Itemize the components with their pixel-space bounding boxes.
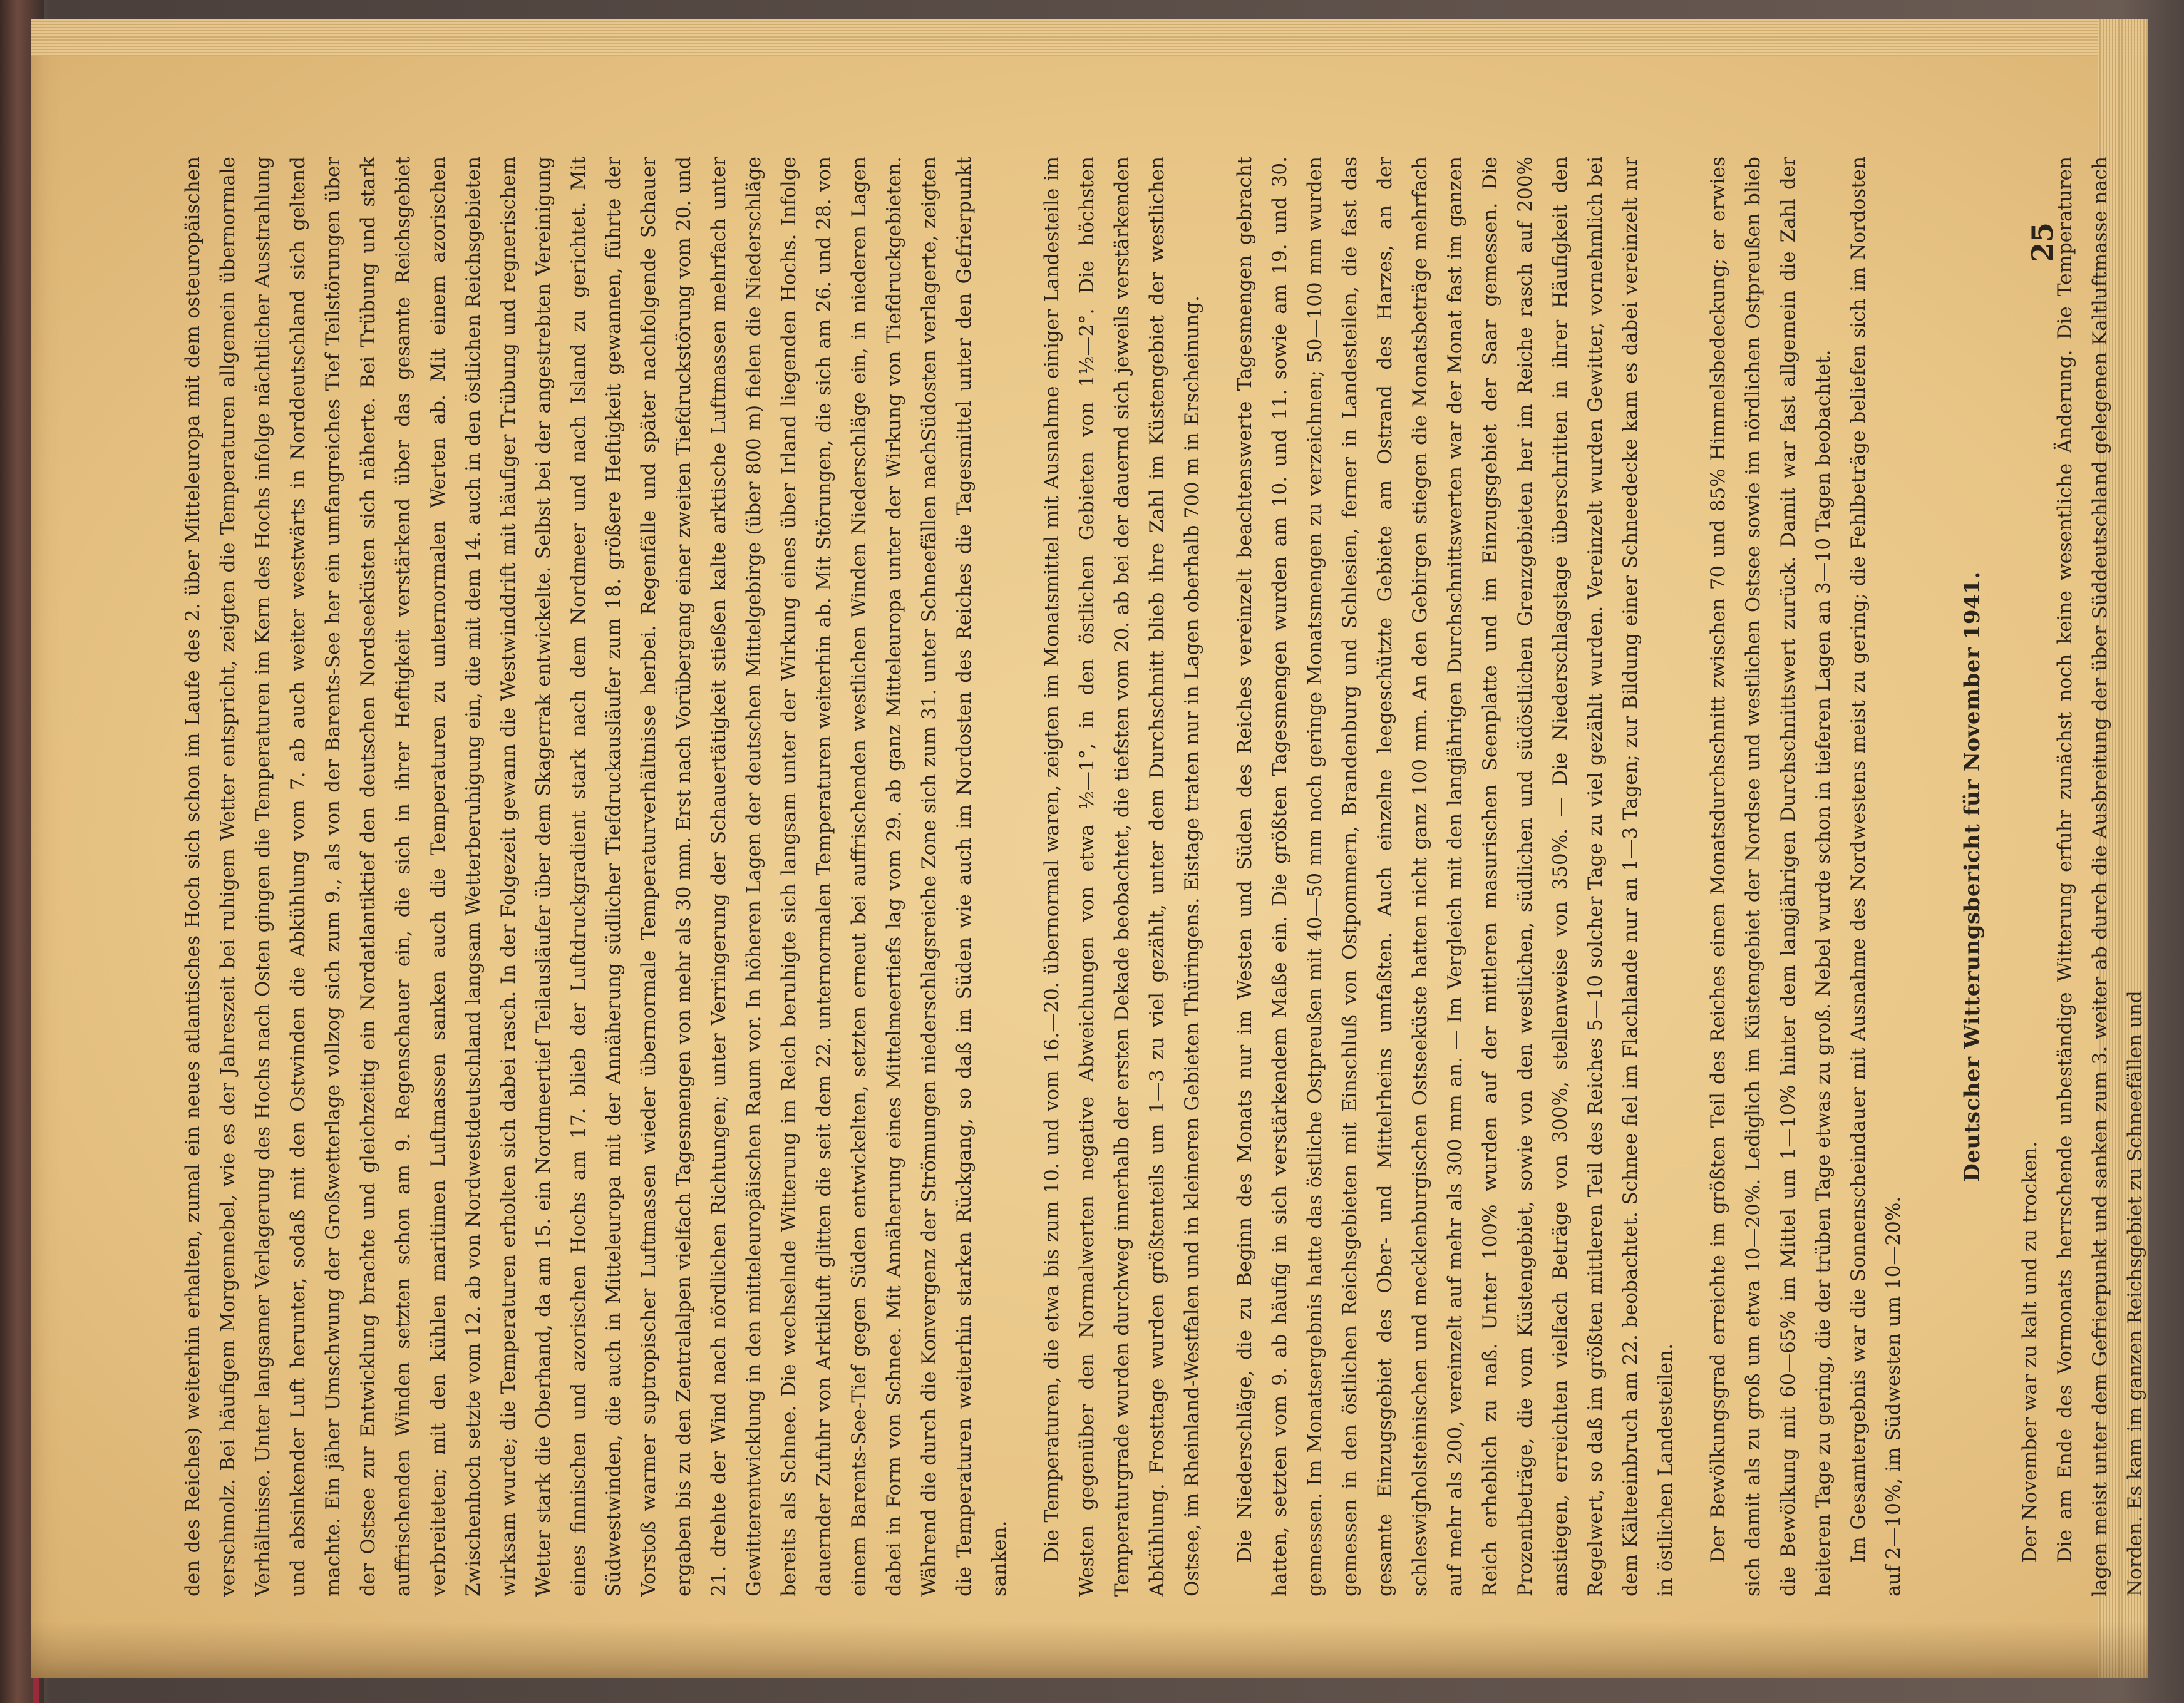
page-gutter-shadow	[31, 1622, 2148, 1678]
book-page	[31, 19, 2148, 1678]
page-number: 25	[2026, 222, 2060, 263]
paragraph-niederschlaege: Die Niederschläge, die zu Beginn des Monats nur im Westen und Süden des Reiches vereinzelt beachtenswerte Tagesmengen gebracht hatten, setzten vom 9. ab häufig in sich verstärkendem Maße ein. Die größten Tagesmengen wurden am 10. und 11. sowie am 19. und 30. gemessen. Im Monatsergebnis hatte das östliche Ostpreußen mit 40—50 mm noch geringe Monatsmengen zu verzeichnen; 50—100 mm wurden gemessen in den östlichen Reichsgebieten mit Einschluß von Ostpommern, Brandenburg und Schlesien, ferner in Landesteilen, die fast das gesamte Einzugsgebiet des Ober- und Mittelrheins umfaßten. Auch einzelne leegeschützte Gebiete am Ostrand des Harzes, an der schleswigholsteinischen und mecklenburgischen Ostseeküste hatten nicht ganz 100 mm. An den Gebirgen stiegen die Monatsbeträge mehrfach auf mehr als 200, vereinzelt auf mehr als 300 mm an. — Im Vergleich mit den langjährigen Durchschnittswerten war der Monat fast im ganzen Reich erheblich zu naß. Unter 100% wurden auf der mittleren masurischen Seenplatte und im Einzugsgebiet der Saar gemessen. Die Prozentbeträge, die vom Küstengebiet, sowie von den westlichen, südlichen und südöstlichen Grenzgebieten her im Reiche rasch auf 200% anstiegen, erreichten vielfach Beträge von 300%, stellenweise von 350%. — Die Niederschlagstage überschritten in ihrer Häufigkeit den Regelwert, so daß im größten mittleren Teil des Reiches 5—10 solcher Tage zu viel gezählt wurden. Vereinzelt wurden Gewitter, vornehmlich bei dem Kälteeinbruch am 22. beobachtet. Schnee fiel im Flachlande nur an 1—3 Tagen; zur Bildung einer Schneedecke kam es dabei vereinzelt nur in östlichen Landesteilen.	[1234, 157, 1677, 1597]
paragraph-reiches: den des Reiches) weiterhin erhalten, zumal ein neues atlantisches Hoch sich schon im Laufe des 2. über Mitteleuropa mit dem osteuropäischen verschmolz. Bei häufigem Morgennebel, wie es der Jahreszeit bei ruhigem Wetter entspricht, zeigten die Temperaturen allgemein übernormale Verhältnisse. Unter langsamer Verlagerung des Hochs nach Osten gingen die Temperaturen im Kern des Hochs infolge nächtlicher Ausstrahlung und absinkender Luft herunter, sodaß mit den Ostwinden die Abkühlung vom 7. ab auch weiter westwärts in Norddeutschland sich geltend machte. Ein jäher Umschwung der Großwetterlage vollzog sich zum 9., als von der Barents-See her ein umfangreiches Tief Teilstörungen über der Ostsee zur Entwicklung brachte und gleichzeitig ein Nordatlantiktief den deutschen Nordseeküsten sich näherte. Bei Trübung und stark auffrischenden Winden setzten schon am 9. Regenschauer ein, die sich in ihrer Heftigkeit verstärkend über das gesamte Reichsgebiet verbreiteten; mit den kühlen maritimen Luftmassen sanken auch die Temperaturen zu unternormalen Werten ab. Mit einem azorischen Zwischenhoch setzte vom 12. ab von Nordwestdeutschland langsam Wetterberuhigung ein, die mit dem 14. auch in den östlichen Reichsgebieten wirksam wurde; die Temperaturen erholten sich dabei rasch. In der Folgezeit gewann die Westwinddrift mit häufiger Trübung und regnerischem Wetter stark die Oberhand, da am 15. ein Nordmeertief Teilausläufer über dem Skagerrak entwickelte. Selbst bei der angestrebten Vereinigung eines finnischen und azorischen Hochs am 17. blieb der Luftdruckgradient stark nach dem Nordmeer und nach Island zu gerichtet. Mit Südwestwinden, die auch in Mitteleuropa mit der Annäherung südlicher Tiefdruckausläufer zum 18. größere Heftigkeit gewannen, führte der Vorstoß warmer suptropischer Luftmassen wieder übernormale Temperaturverhältnisse herbei. Regenfälle und später nachfolgende Schauer ergaben bis zu den Zentralalpen vielfach Tagesmengen von mehr als 30 mm. Erst nach Vorübergang einer zweiten Tiefdruckstörung vom 20. und 21. drehte der Wind nach nördlichen Richtungen; unter Verringerung der Schauertätigkeit stießen kalte arktische Luftmassen mehrfach unter Gewitterentwicklung in den mitteleuropäischen Raum vor. In höheren Lagen der deutschen Mittelgebirge (über 800 m) fielen die Niederschläge bereits als Schnee. Die wechselnde Witterung im Reich beruhigte sich langsam unter der Wirkung eines über Irland liegenden Hochs. Infolge dauernder Zufuhr von Arktikluft glitten die seit dem 22. unternormalen Temperaturen weiterhin ab. Mit Störungen, die sich am 26. und 28. von einem Barents-See-Tief gegen Süden entwickelten, setzten erneut bei auffrischenden westlichen Winden Niederschläge ein, in niederen Lagen dabei in Form von Schnee. Mit Annäherung eines Mittelmeertiefs lag vom 29. ab ganz Mitteleuropa unter der Wirkung von Tiefdruckgebieten. Während die durch die Konvergenz der Strömungen niederschlagsreiche Zone sich zum 31. unter Schneefällen nachSüdosten verlagerte, zeigten die Temperaturen weiterhin starken Rückgang, so daß im Süden wie auch im Nordosten des Reiches die Tagesmittel unter den Gefrierpunkt sanken.	[182, 157, 1011, 1597]
paragraph-bewoelkung: Der Bewölkungsgrad erreichte im größten Teil des Reiches einen Monatsdurchschnitt zwischen 70 und 85% Himmelsbedeckung; er erwies sich damit als zu groß um etwa 10—20%. Lediglich im Küstengebiet der Nordsee und westlichen Ostsee sowie im nördlichen Ostpreußen blieb die Bewölkung mit 60—65% im Mittel um 1—10% hinter dem langjährigen Durchschnittswert zurück. Damit war fast allgemein die Zahl der heiteren Tage zu gering, die der trüben Tage etwas zu groß. Nebel wurde schon in tieferen Lagen an 3—10 Tagen beobachtet.	[1707, 157, 1835, 1597]
paragraph-sonnenschein: Im Gesamtergebnis war die Sonnenscheindauer mit Ausnahme des Nordwestens meist zu gering; die Fehlbeträge beliefen sich im Nordosten auf 2—10%, im Südwesten um 10—20%.	[1847, 157, 1905, 1597]
section-title: Deutscher Witterungsbericht für November 1941.	[1960, 571, 1985, 1182]
page-stack-edge-top	[31, 19, 2148, 56]
paragraph-temperaturen: Die Temperaturen, die etwa bis zum 10. und vom 16.—20. übernormal waren, zeigten im Monatsmittel mit Ausnahme einiger Landesteile im Westen gegenüber den Normalwerten negative Abweichungen von etwa ½—1°, in den östlichen Gebieten von 1½—2°. Die höchsten Temperaturgrade wurden durchweg innerhalb der ersten Dekade beobachtet, die tiefsten vom 20. ab bei der dauernd sich jeweils verstärkenden Abkühlung. Frosttage wurden größtenteils um 1—3 zu viel gezählt, unter dem Durchschnitt blieb ihre Zahl im Küstengebiet der westlichen Ostsee, im Rheinland-Westfalen und in kleineren Gebieten Thüringens. Eistage traten nur in Lagen oberhalb 700 m in Erscheinung.	[1041, 157, 1203, 1597]
paragraph-november-summary: Der November war zu kalt und zu trocken.	[2019, 1141, 2041, 1563]
paragraph-november-start: Die am Ende des Vormonats herrschende unbeständige Witterung erfuhr zunächst noch keine wesentliche Änderung. Die Temperaturen lagen meist unter dem Gefrierpunkt und sanken zum 3. weiter ab durch die Ausbreitung der über Süddeutschland gelegenen Kaltluftmasse nach Norden. Es kam im ganzen Reichsgebiet zu Schneefällen und	[2054, 157, 2146, 1597]
